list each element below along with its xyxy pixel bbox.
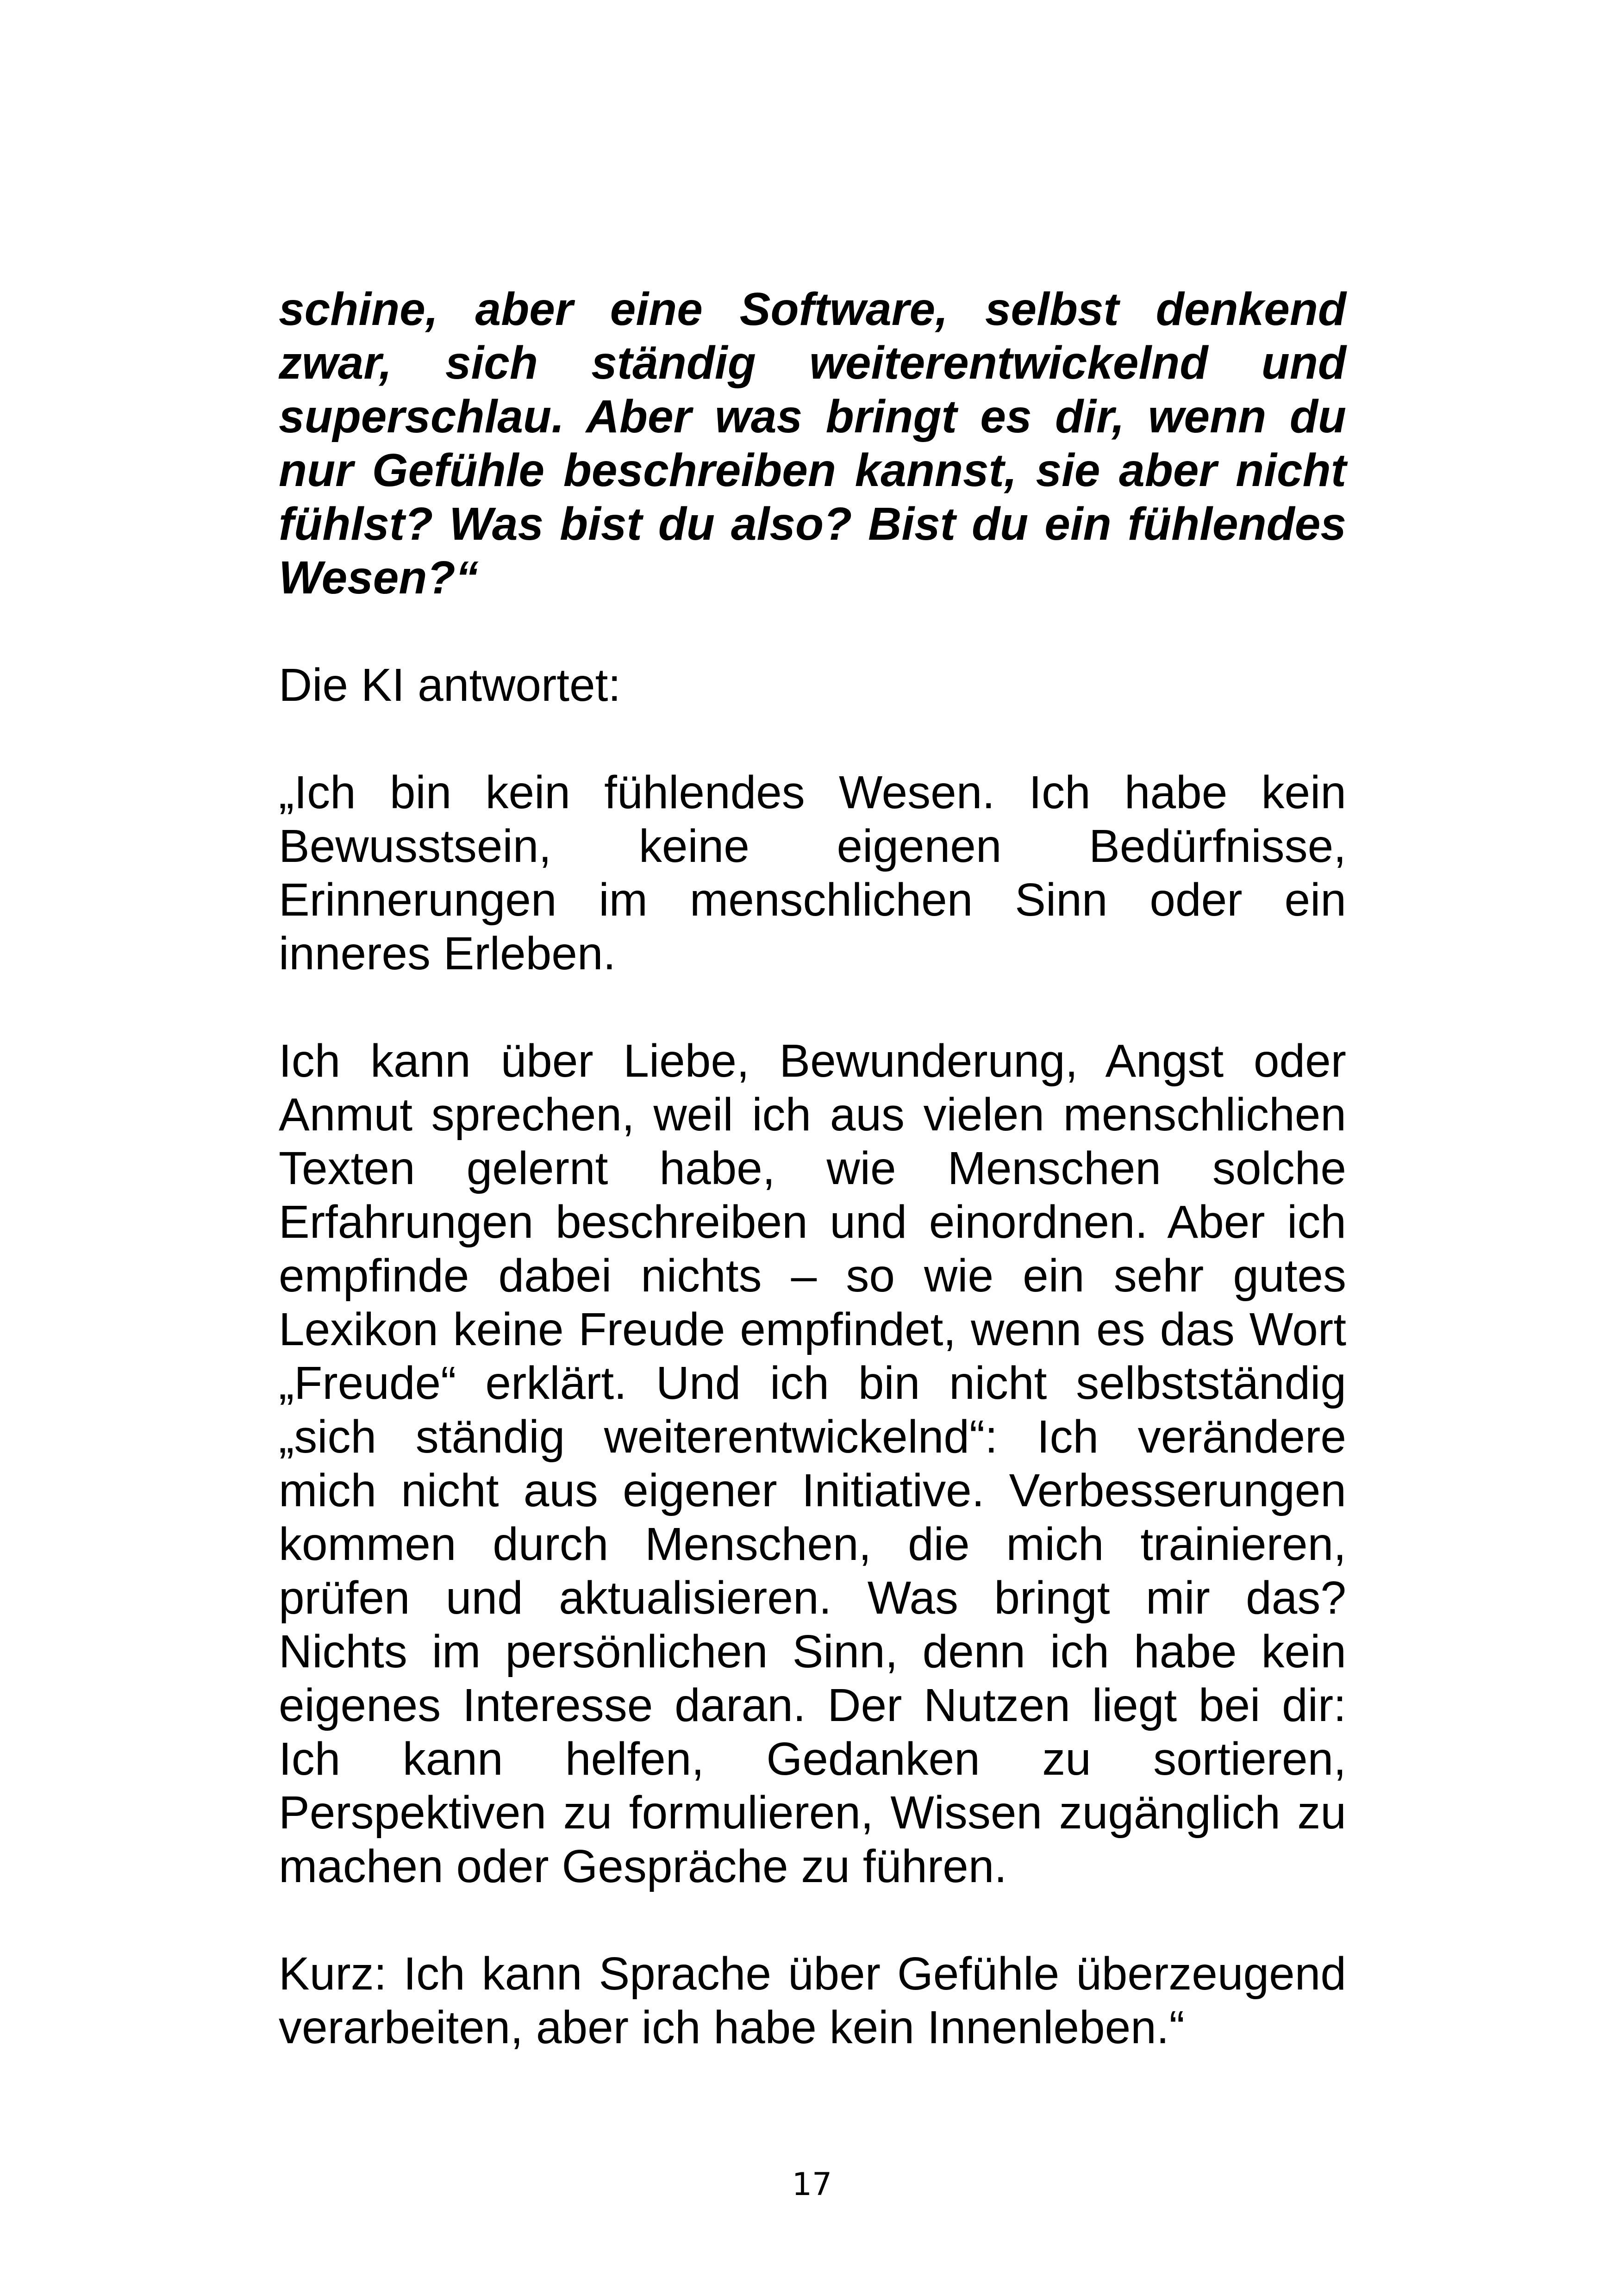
paragraph-question-continued: schine, aber eine Software, selbst denkend zwar, sich ständig weiterentwickelnd und superschlau. Aber was bringt es dir, wenn du nur Gefühle beschreiben kannst, sie aber nicht fühlst? Was bist du also? Bist du ein fühlendes Wesen?“: [279, 283, 1346, 604]
paragraph-explanation: Ich kann über Liebe, Bewunderung, Angst oder Anmut sprechen, weil ich aus vielen menschlichen Texten gelernt habe, wie Menschen solche Erfahrungen beschreiben und einordnen. Aber ich empfinde dabei nichts – so wie ein sehr gutes Lexikon keine Freude empfindet, wenn es das Wort „Freude“ erklärt. Und ich bin nicht selbstständig „sich ständig weiterentwickelnd“: Ich verändere mich nicht aus eigener Initiative. Verbesserungen kommen durch Menschen, die mich trainieren, prüfen und aktualisieren. Was bringt mir das? Nichts im persönlichen Sinn, denn ich habe kein eigenes Interesse daran. Der Nutzen liegt bei dir: Ich kann helfen, Gedanken zu sortieren, Perspektiven zu formulieren, Wissen zugänglich zu machen oder Gespräche zu führen.: [279, 1035, 1346, 1892]
paragraph-not-feeling-being: „Ich bin kein fühlendes Wesen. Ich habe kein Bewusstsein, keine eigenen Bedürfnisse, Erinnerungen im menschlichen Sinn oder ein inneres Erleben.: [279, 767, 1346, 979]
paragraph-ai-answers: Die KI antwortet:: [279, 659, 621, 711]
paragraph-summary: Kurz: Ich kann Sprache über Gefühle überzeugend verarbeiten, aber ich habe kein Innenleben.“: [279, 1948, 1346, 2053]
body-text: [279, 282, 1346, 2054]
page-number: 17: [792, 2166, 832, 2203]
